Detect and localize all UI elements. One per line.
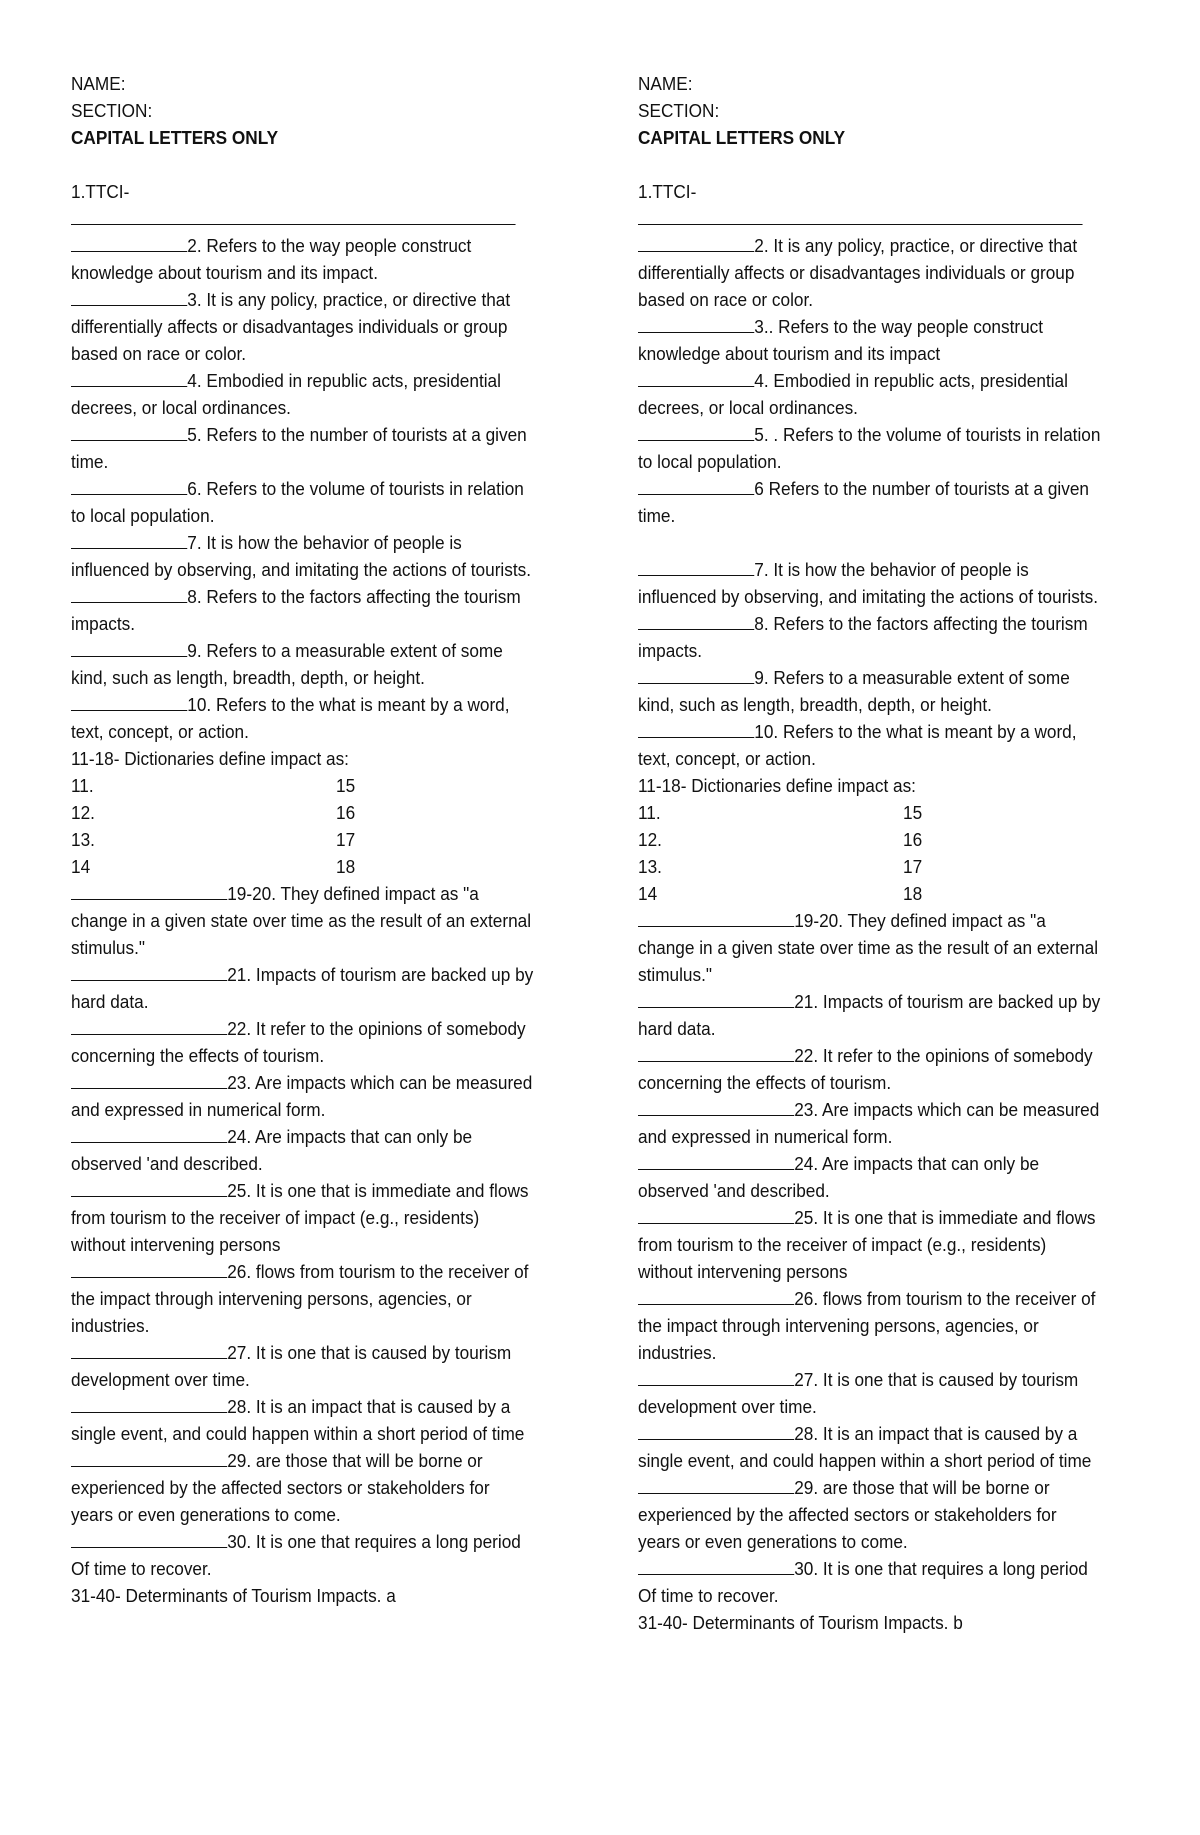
question-text: 6. Refers to the volume of tourists in relation to local population.: [71, 478, 524, 526]
answer-blank[interactable]: [71, 1447, 227, 1467]
question-item: [71, 286, 536, 367]
question-item: [71, 880, 536, 961]
question-item: [71, 1447, 536, 1528]
question-item: [71, 421, 536, 475]
question-item: [638, 907, 1103, 988]
dictionary-header: 11-18- Dictionaries define impact as:: [71, 748, 349, 769]
answer-blank[interactable]: [71, 529, 187, 549]
answer-blank[interactable]: [638, 1150, 794, 1170]
question-item: [638, 610, 1103, 664]
dictionary-grid: [71, 772, 536, 880]
quiz-column-a: [71, 70, 536, 1609]
dictionary-number: 15: [903, 802, 923, 823]
question-item: [638, 988, 1103, 1042]
question-text: 7. It is how the behavior of people is influenced by observing, and imitating the actions of tourists.: [638, 559, 1099, 607]
answer-blank[interactable]: [638, 988, 794, 1008]
question-item: [638, 367, 1103, 421]
question-item: [638, 1042, 1103, 1096]
question-item: [71, 1015, 536, 1069]
answer-blank[interactable]: [638, 1204, 794, 1224]
dictionary-number: 18: [336, 856, 356, 877]
question-item: [638, 1096, 1103, 1150]
question-text: 2. It is any policy, practice, or directive that differentially affects or disadvantages individuals or group based on race or color.: [638, 235, 1078, 310]
answer-blank[interactable]: [71, 286, 187, 306]
answer-blank[interactable]: [71, 1258, 227, 1278]
dictionary-number: 11.: [71, 775, 94, 796]
question-text: 5. Refers to the number of tourists at a given time.: [71, 424, 527, 472]
answer-blank[interactable]: [638, 556, 754, 576]
question-item: [638, 1204, 1103, 1285]
footer-determinants: 31-40- Determinants of Tourism Impacts. a: [71, 1585, 396, 1606]
items-group-a: [71, 232, 536, 745]
question-item: [71, 367, 536, 421]
question-text: 21. Impacts of tourism are backed up by hard data.: [71, 964, 534, 1012]
answer-blank[interactable]: [638, 664, 754, 684]
items-group-b: [638, 907, 1103, 1609]
question-text: 8. Refers to the factors affecting the tourism impacts.: [638, 613, 1088, 661]
answer-blank[interactable]: [638, 1285, 794, 1305]
question-item: [71, 529, 536, 583]
question-item: [71, 1123, 536, 1177]
question-text: 9. Refers to a measurable extent of some kind, such as length, breadth, depth, or height.: [638, 667, 1070, 715]
question-item: [71, 1069, 536, 1123]
instruction-text: CAPITAL LETTERS ONLY: [638, 127, 846, 148]
dictionary-number: 13.: [638, 856, 662, 877]
question-text: 8. Refers to the factors affecting the tourism impacts.: [71, 586, 521, 634]
question-item: [638, 421, 1103, 475]
answer-blank[interactable]: [71, 691, 187, 711]
question-item: [638, 556, 1103, 610]
answer-blank[interactable]: [71, 1393, 227, 1413]
question-item: [71, 1528, 536, 1582]
question-item: [638, 1420, 1103, 1474]
question-item: [638, 664, 1103, 718]
question-text: 29. are those that will be borne or experienced by the affected sectors or stakeholders for years or even generations to come.: [71, 1450, 490, 1525]
answer-blank[interactable]: [638, 718, 754, 738]
dictionary-number: 14: [71, 856, 91, 877]
answer-blank[interactable]: [638, 1420, 794, 1440]
question-item: [638, 1555, 1103, 1609]
question-text: 7. It is how the behavior of people is influenced by observing, and imitating the actions of tourists.: [71, 532, 532, 580]
dictionary-number: 12.: [71, 802, 95, 823]
answer-blank[interactable]: [638, 232, 754, 252]
answer-blank[interactable]: [71, 421, 187, 441]
answer-blank[interactable]: [638, 1042, 794, 1062]
answer-blank[interactable]: [638, 1096, 794, 1116]
question-item: [638, 313, 1103, 367]
answer-blank[interactable]: [71, 232, 187, 252]
question-item: [71, 691, 536, 745]
dictionary-number: 14: [638, 883, 658, 904]
question-text: 24. Are impacts that can only be observed 'and described.: [71, 1126, 473, 1174]
answer-blank[interactable]: [638, 610, 754, 630]
question-item: [638, 1150, 1103, 1204]
question-text: 29. are those that will be borne or experienced by the affected sectors or stakeholders for years or even generations to come.: [638, 1477, 1057, 1552]
question-text: 3. It is any policy, practice, or directive that differentially affects or disadvantages individuals or group based on race or color.: [71, 289, 511, 364]
answer-blank[interactable]: [638, 1474, 794, 1494]
question-text: 26. flows from tourism to the receiver of the impact through intervening persons, agencies, or industries.: [71, 1261, 529, 1336]
question-text: 28. It is an impact that is caused by a single event, and could happen within a short period of time: [638, 1423, 1092, 1471]
question-item: [71, 583, 536, 637]
answer-blank[interactable]: [638, 1555, 794, 1575]
question-text: 10. Refers to the what is meant by a word, text, concept, or action.: [638, 721, 1077, 769]
question-text: 2. Refers to the way people construct knowledge about tourism and its impact.: [71, 235, 472, 283]
answer-blank[interactable]: [71, 1123, 227, 1143]
question-text: 24. Are impacts that can only be observed 'and described.: [638, 1153, 1040, 1201]
answer-blank[interactable]: [638, 1366, 794, 1386]
question-text: 4. Embodied in republic acts, presidential decrees, or local ordinances.: [71, 370, 501, 418]
dictionary-grid: [638, 799, 1103, 907]
question-1: 1.TTCI-: [638, 181, 697, 202]
question-item: [71, 1339, 536, 1393]
question-text: 25. It is one that is immediate and flows from tourism to the receiver of impact (e.g., residents) without intervening persons: [71, 1180, 529, 1255]
dictionary-number: 16: [903, 829, 923, 850]
dictionary-number: 18: [903, 883, 923, 904]
answer-blank-1[interactable]: [638, 205, 1103, 232]
answer-blank[interactable]: [71, 637, 187, 657]
question-item: [71, 1393, 536, 1447]
question-item: [71, 232, 536, 286]
dictionary-number: 12.: [638, 829, 662, 850]
question-text: 3.. Refers to the way people construct knowledge about tourism and its impact: [638, 316, 1044, 364]
question-text: 19-20. They defined impact as "a change in a given state over time as the result of an external stimulus.": [71, 883, 532, 958]
items-group-b: [71, 880, 536, 1582]
dictionary-header: 11-18- Dictionaries define impact as:: [638, 775, 916, 796]
instruction-text: CAPITAL LETTERS ONLY: [71, 127, 279, 148]
quiz-column-b: [638, 70, 1103, 1636]
question-item: [638, 475, 1103, 529]
question-text: 9. Refers to a measurable extent of some kind, such as length, breadth, depth, or height.: [71, 640, 503, 688]
question-text: 27. It is one that is caused by tourism development over time.: [638, 1369, 1079, 1417]
question-text: 4. Embodied in republic acts, presidential decrees, or local ordinances.: [638, 370, 1068, 418]
question-text: 30. It is one that requires a long period Of time to recover.: [638, 1558, 1088, 1606]
answer-blank[interactable]: [71, 1015, 227, 1035]
question-text: 6 Refers to the number of tourists at a given time.: [638, 478, 1089, 526]
question-text: 27. It is one that is caused by tourism development over time.: [71, 1342, 512, 1390]
answer-blank[interactable]: [71, 1069, 227, 1089]
question-item: [71, 961, 536, 1015]
question-item: [71, 475, 536, 529]
question-item: [638, 1366, 1103, 1420]
answer-blank[interactable]: [71, 1528, 227, 1548]
answer-blank[interactable]: [71, 475, 187, 495]
answer-blank-1[interactable]: [71, 205, 536, 232]
section-label: SECTION:: [71, 100, 153, 121]
name-label: NAME:: [71, 73, 126, 94]
answer-blank[interactable]: [638, 907, 794, 927]
answer-blank[interactable]: [71, 1177, 227, 1197]
question-item: [71, 1258, 536, 1339]
question-text: 22. It refer to the opinions of somebody concerning the effects of tourism.: [638, 1045, 1093, 1093]
answer-blank[interactable]: [638, 475, 754, 495]
answer-blank[interactable]: [71, 1339, 227, 1359]
question-1: 1.TTCI-: [71, 181, 130, 202]
answer-blank[interactable]: [71, 367, 187, 387]
answer-blank[interactable]: [638, 367, 754, 387]
items-group-a2: [638, 556, 1103, 772]
answer-blank[interactable]: [71, 961, 227, 981]
question-text: 23. Are impacts which can be measured and expressed in numerical form.: [71, 1072, 533, 1120]
question-item: [638, 232, 1103, 313]
name-label: NAME:: [638, 73, 693, 94]
question-text: 26. flows from tourism to the receiver of the impact through intervening persons, agencies, or industries.: [638, 1288, 1096, 1363]
section-label: SECTION:: [638, 100, 720, 121]
question-text: 25. It is one that is immediate and flows from tourism to the receiver of impact (e.g., residents) without intervening persons: [638, 1207, 1096, 1282]
question-text: 10. Refers to the what is meant by a word, text, concept, or action.: [71, 694, 510, 742]
question-item: [71, 1177, 536, 1258]
question-text: 21. Impacts of tourism are backed up by hard data.: [638, 991, 1101, 1039]
footer-determinants: 31-40- Determinants of Tourism Impacts. b: [638, 1612, 963, 1633]
dictionary-number: 11.: [638, 802, 661, 823]
answer-blank[interactable]: [638, 421, 754, 441]
question-item: [71, 637, 536, 691]
dictionary-number: 16: [336, 802, 356, 823]
question-text: 22. It refer to the opinions of somebody concerning the effects of tourism.: [71, 1018, 526, 1066]
dictionary-number: 17: [336, 829, 356, 850]
items-group-a: [638, 232, 1103, 529]
answer-blank[interactable]: [71, 880, 227, 900]
answer-blank[interactable]: [71, 583, 187, 603]
dictionary-number: 13.: [71, 829, 95, 850]
question-text: 5. . Refers to the volume of tourists in relation to local population.: [638, 424, 1101, 472]
question-text: 19-20. They defined impact as "a change in a given state over time as the result of an external stimulus.": [638, 910, 1099, 985]
question-text: 28. It is an impact that is caused by a single event, and could happen within a short period of time: [71, 1396, 525, 1444]
question-text: 23. Are impacts which can be measured and expressed in numerical form.: [638, 1099, 1100, 1147]
answer-blank[interactable]: [638, 313, 754, 333]
dictionary-number: 15: [336, 775, 356, 796]
dictionary-number: 17: [903, 856, 923, 877]
question-item: [638, 718, 1103, 772]
question-item: [638, 1285, 1103, 1366]
question-text: 30. It is one that requires a long period Of time to recover.: [71, 1531, 521, 1579]
question-item: [638, 1474, 1103, 1555]
